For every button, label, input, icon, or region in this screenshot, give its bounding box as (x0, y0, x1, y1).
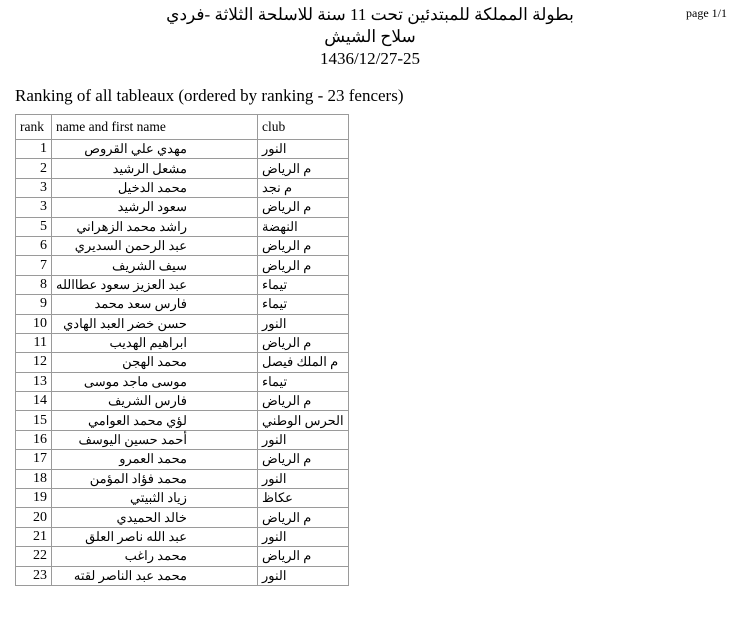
fencer-name-cell: محمد الهجن (52, 353, 258, 372)
name-column-header: name and first name (52, 115, 258, 140)
table-row (16, 333, 349, 352)
club-column-header: club (257, 115, 348, 140)
fencer-name-cell: عبد الله ناصر العلق (52, 527, 258, 546)
club-cell: النور (257, 314, 348, 333)
fencer-name-cell: محمد فؤاد المؤمن (52, 469, 258, 488)
table-row (16, 508, 349, 527)
fencer-name-cell: زياد الثبيتي (52, 489, 258, 508)
tournament-date: 1436/12/27-25 (319, 49, 421, 68)
table-row (16, 178, 349, 197)
table-row (16, 527, 349, 546)
table-row (16, 547, 349, 566)
table-row (16, 489, 349, 508)
club-cell: م الرياض (257, 392, 348, 411)
rank-cell: 14 (16, 392, 52, 411)
club-cell: النور (257, 469, 348, 488)
rank-cell: 5 (16, 217, 52, 236)
table-row (16, 314, 349, 333)
rank-cell: 23 (16, 566, 52, 585)
club-cell: النور (257, 140, 348, 159)
club-cell: الحرس الوطني (257, 411, 348, 430)
table-row (16, 430, 349, 449)
fencer-name-cell: محمد راغب (52, 547, 258, 566)
rank-cell: 22 (16, 547, 52, 566)
ranking-table-body (16, 140, 349, 586)
club-cell: م الرياض (257, 236, 348, 255)
rank-cell: 7 (16, 256, 52, 275)
fencer-name-cell: مهدي علي القروص (52, 140, 258, 159)
fencer-name-cell: ابراهيم الهديب (52, 333, 258, 352)
club-cell: م الرياض (257, 450, 348, 469)
rank-cell: 11 (16, 333, 52, 352)
fencer-name-cell: عبد الرحمن السديري (52, 236, 258, 255)
club-cell: النور (257, 430, 348, 449)
club-cell: عكاظ (257, 489, 348, 508)
club-cell: النور (257, 527, 348, 546)
club-cell: تيماء (257, 372, 348, 391)
fencer-name-cell: محمد الدخيل (52, 178, 258, 197)
fencer-name-cell: سعود الرشيد (52, 198, 258, 217)
fencer-name-cell: لؤي محمد العوامي (52, 411, 258, 430)
fencer-name-cell: محمد العمرو (52, 450, 258, 469)
club-cell: تيماء (257, 275, 348, 294)
weapon-title: سلاح الشيش (324, 27, 416, 46)
rank-cell: 6 (16, 236, 52, 255)
club-cell: م الرياض (257, 256, 348, 275)
fencer-name-cell: مشعل الرشيد (52, 159, 258, 178)
table-row (16, 411, 349, 430)
club-cell: م نجد (257, 178, 348, 197)
table-row (16, 217, 349, 236)
table-row (16, 159, 349, 178)
fencer-name-cell: خالد الحميدي (52, 508, 258, 527)
table-row (16, 372, 349, 391)
fencer-name-cell: راشد محمد الزهراني (52, 217, 258, 236)
page-number: page 1/1 (686, 6, 727, 20)
rank-cell: 17 (16, 450, 52, 469)
rank-cell: 18 (16, 469, 52, 488)
fencer-name-cell: محمد عبد الناصر لقته (52, 566, 258, 585)
club-cell: م الرياض (257, 508, 348, 527)
table-row (16, 353, 349, 372)
rank-cell: 15 (16, 411, 52, 430)
fencer-name-cell: حسن خضر العبد الهادي (52, 314, 258, 333)
table-row (16, 140, 349, 159)
table-row (16, 566, 349, 585)
rank-cell: 16 (16, 430, 52, 449)
rank-column-header: rank (16, 115, 52, 140)
rank-cell: 3 (16, 198, 52, 217)
rank-cell: 3 (16, 178, 52, 197)
rank-cell: 1 (16, 140, 52, 159)
table-row (16, 236, 349, 255)
club-cell: م الملك فيصل (257, 353, 348, 372)
ranking-table (15, 114, 349, 586)
fencer-name-cell: موسى ماجد موسى (52, 372, 258, 391)
rank-cell: 9 (16, 295, 52, 314)
fencer-name-cell: فارس سعد محمد (52, 295, 258, 314)
fencer-name-cell: فارس الشريف (52, 392, 258, 411)
club-cell: م الرياض (257, 547, 348, 566)
rank-cell: 12 (16, 353, 52, 372)
table-header-row (16, 115, 349, 140)
rank-cell: 8 (16, 275, 52, 294)
table-row (16, 392, 349, 411)
club-cell: النور (257, 566, 348, 585)
tournament-title: بطولة المملكة للمبتدئين تحت 11 سنة للاسلحة الثلاثة -فردي (166, 5, 574, 24)
table-row (16, 450, 349, 469)
rank-cell: 19 (16, 489, 52, 508)
club-cell: م الرياض (257, 159, 348, 178)
rank-cell: 10 (16, 314, 52, 333)
club-cell: م الرياض (257, 198, 348, 217)
table-row (16, 275, 349, 294)
rank-cell: 2 (16, 159, 52, 178)
club-cell: تيماء (257, 295, 348, 314)
club-cell: م الرياض (257, 333, 348, 352)
rank-cell: 20 (16, 508, 52, 527)
document-header (140, 4, 600, 70)
club-cell: النهضة (257, 217, 348, 236)
fencer-name-cell: عبد العزيز سعود عطاالله (52, 275, 258, 294)
rank-cell: 13 (16, 372, 52, 391)
rank-cell: 21 (16, 527, 52, 546)
fencer-name-cell: أحمد حسين اليوسف (52, 430, 258, 449)
fencer-name-cell: سيف الشريف (52, 256, 258, 275)
table-row (16, 469, 349, 488)
table-row (16, 256, 349, 275)
table-row (16, 295, 349, 314)
table-row (16, 198, 349, 217)
ranking-subtitle: Ranking of all tableaux (ordered by ranking - 23 fencers) (15, 86, 404, 105)
